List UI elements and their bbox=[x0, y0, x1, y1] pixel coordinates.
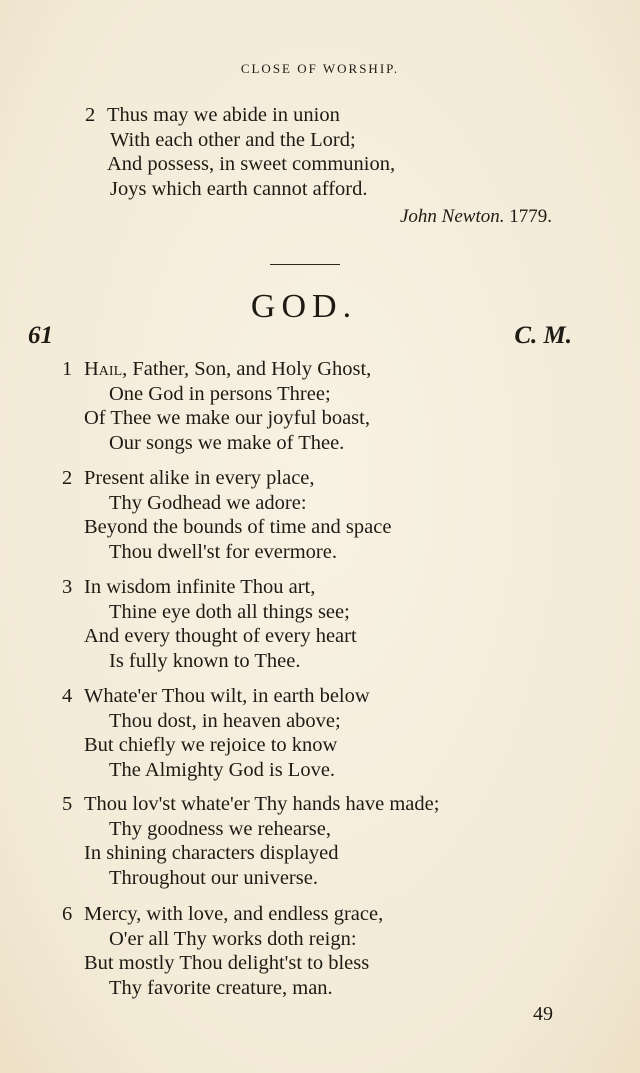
stanza-line: 2 Present alike in every place, bbox=[62, 467, 315, 489]
stanza-number: 4 bbox=[62, 685, 73, 707]
first-word: Hail bbox=[84, 358, 123, 380]
hymn-meter: C. M. bbox=[514, 322, 572, 349]
hymn-stanza bbox=[62, 792, 439, 890]
stanza-line: 5 Thou lov'st whate'er Thy hands have made; bbox=[62, 793, 440, 815]
stanza-line: Joys which earth cannot afford. bbox=[110, 177, 368, 200]
hymn-stanza bbox=[62, 575, 357, 673]
stanza-line: Throughout our universe. bbox=[109, 866, 318, 889]
stanza-line: Thine eye doth all things see; bbox=[109, 600, 350, 623]
stanza-line: Our songs we make of Thee. bbox=[109, 431, 345, 454]
stanza-line: One God in persons Three; bbox=[109, 382, 331, 405]
stanza-number: 3 bbox=[62, 576, 73, 598]
stanza-number: 6 bbox=[62, 903, 73, 925]
stanza-line: 1 Hail, Father, Son, and Holy Ghost, bbox=[62, 358, 372, 380]
hymn-stanza bbox=[62, 684, 370, 782]
stanza-line: And possess, in sweet communion, bbox=[107, 153, 396, 175]
section-title: GOD. bbox=[250, 288, 358, 325]
stanza-line: Is fully known to Thee. bbox=[109, 649, 301, 672]
stanza-number: 1 bbox=[62, 358, 73, 380]
stanza-line: Beyond the bounds of time and space bbox=[84, 516, 392, 538]
stanza-line: 4 Whate'er Thou wilt, in earth below bbox=[62, 685, 370, 707]
stanza-line: The Almighty God is Love. bbox=[109, 758, 336, 781]
stanza-number: 2 bbox=[62, 467, 73, 489]
author-year: 1779. bbox=[509, 206, 552, 227]
stanza-line: In shining characters displayed bbox=[84, 842, 339, 864]
previous-hymn-stanza bbox=[85, 103, 395, 201]
stanza-number: 2 bbox=[85, 104, 96, 126]
stanza-line: 2 Thus may we abide in union bbox=[85, 104, 340, 126]
author-attribution bbox=[0, 206, 552, 228]
stanza-line: And every thought of every heart bbox=[84, 625, 357, 647]
stanza-line: But mostly Thou delight'st to bless bbox=[84, 952, 370, 974]
stanza-line: 3 In wisdom infinite Thou art, bbox=[62, 576, 316, 598]
section-divider bbox=[270, 264, 340, 265]
stanza-line: 6 Mercy, with love, and endless grace, bbox=[62, 903, 384, 925]
hymn-stanza bbox=[62, 357, 371, 455]
stanza-line: Thy favorite creature, man. bbox=[109, 976, 333, 999]
hymn-number: 61 bbox=[28, 322, 53, 349]
stanza-line: Thy Godhead we adore: bbox=[109, 491, 307, 514]
stanza-line: Thou dwell'st for evermore. bbox=[109, 540, 337, 563]
stanza-line: Thy goodness we rehearse, bbox=[109, 817, 332, 840]
running-head: CLOSE OF WORSHIP. bbox=[240, 61, 400, 76]
stanza-number: 5 bbox=[62, 793, 73, 815]
author-name: John Newton. bbox=[400, 206, 505, 227]
hymn-stanza bbox=[62, 902, 383, 1000]
stanza-line: Thou dost, in heaven above; bbox=[109, 709, 341, 732]
page-number: 49 bbox=[533, 1003, 553, 1025]
stanza-line: But chiefly we rejoice to know bbox=[84, 734, 338, 756]
stanza-line: O'er all Thy works doth reign: bbox=[109, 927, 357, 950]
hymn-stanza bbox=[62, 466, 391, 564]
stanza-line: Of Thee we make our joyful boast, bbox=[84, 407, 370, 429]
stanza-line: With each other and the Lord; bbox=[110, 128, 356, 151]
